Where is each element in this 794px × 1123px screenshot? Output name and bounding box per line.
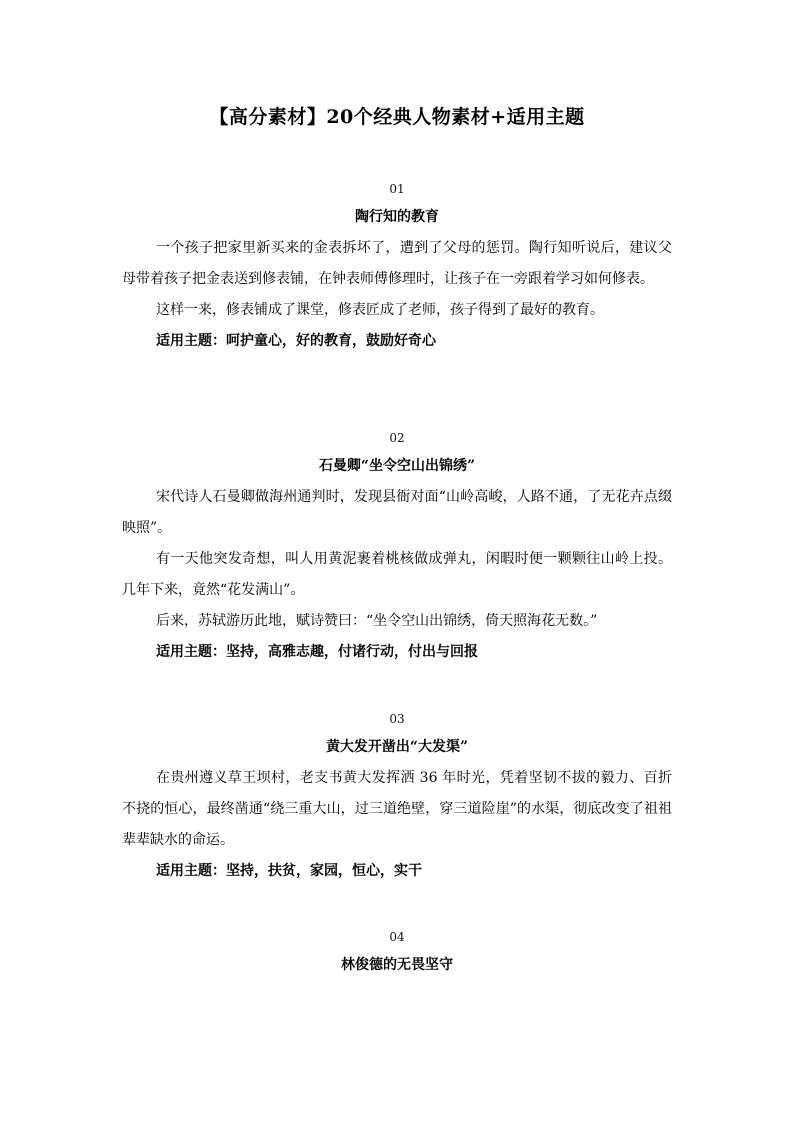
section-paragraph: 有一天他突发奇想，叫人用黄泥裹着桃核做成弹丸，闲暇时便一颗颗往山岭上投。几年下来，竟然“花发满山”。 xyxy=(122,551,672,598)
material-section xyxy=(122,430,672,668)
material-section xyxy=(122,181,672,357)
applicable-theme: 适用主题：坚持，高雅志趣，付诸行动，付出与回报 xyxy=(156,644,478,660)
section-paragraph: 宋代诗人石曼卿做海州通判时，发现县衙对面“山岭高峻，人路不通，了无花卉点缀映照”。 xyxy=(122,489,672,536)
section-title: 黄大发开凿出“大发渠” xyxy=(325,739,469,755)
section-paragraph: 一个孩子把家里新买来的金表拆坏了，遭到了父母的惩罚。陶行知听说后，建议父母带着孩子把金表送到修表铺，在钟表师傅修理时，让孩子在一旁跟着学习如何修表。 xyxy=(122,240,672,287)
document-title: 【高分素材】20个经典人物素材+适用主题 xyxy=(209,106,585,128)
material-section xyxy=(122,711,672,887)
applicable-theme: 适用主题：坚持，扶贫，家园，恒心，实干 xyxy=(156,863,422,879)
section-title: 林俊德的无畏坚守 xyxy=(341,957,453,973)
applicable-theme: 适用主题：呵护童心，好的教育，鼓励好奇心 xyxy=(156,333,436,349)
section-paragraph: 后来，苏轼游历此地，赋诗赞曰：“坐令空山出锦绣，倚天照海花无数。” xyxy=(156,613,598,629)
section-title: 陶行知的教育 xyxy=(355,209,439,225)
section-paragraph: 在贵州遵义草王坝村，老支书黄大发挥洒 36 年时光，凭着坚韧不拔的毅力、百折不挠的恒心，最终凿通“绕三重大山，过三道绝壁，穿三道险崖”的水渠，彻底改变了祖祖辈辈缺水的命运。 xyxy=(122,770,672,848)
material-section xyxy=(122,929,672,981)
section-paragraph: 这样一来，修表铺成了课堂，修表匠成了老师，孩子得到了最好的教育。 xyxy=(156,302,604,318)
section-number: 01 xyxy=(389,182,405,196)
section-number: 03 xyxy=(389,712,405,726)
section-number: 04 xyxy=(389,930,405,944)
section-title: 石曼卿“坐令空山出锦绣” xyxy=(318,458,476,474)
section-number: 02 xyxy=(389,431,405,445)
